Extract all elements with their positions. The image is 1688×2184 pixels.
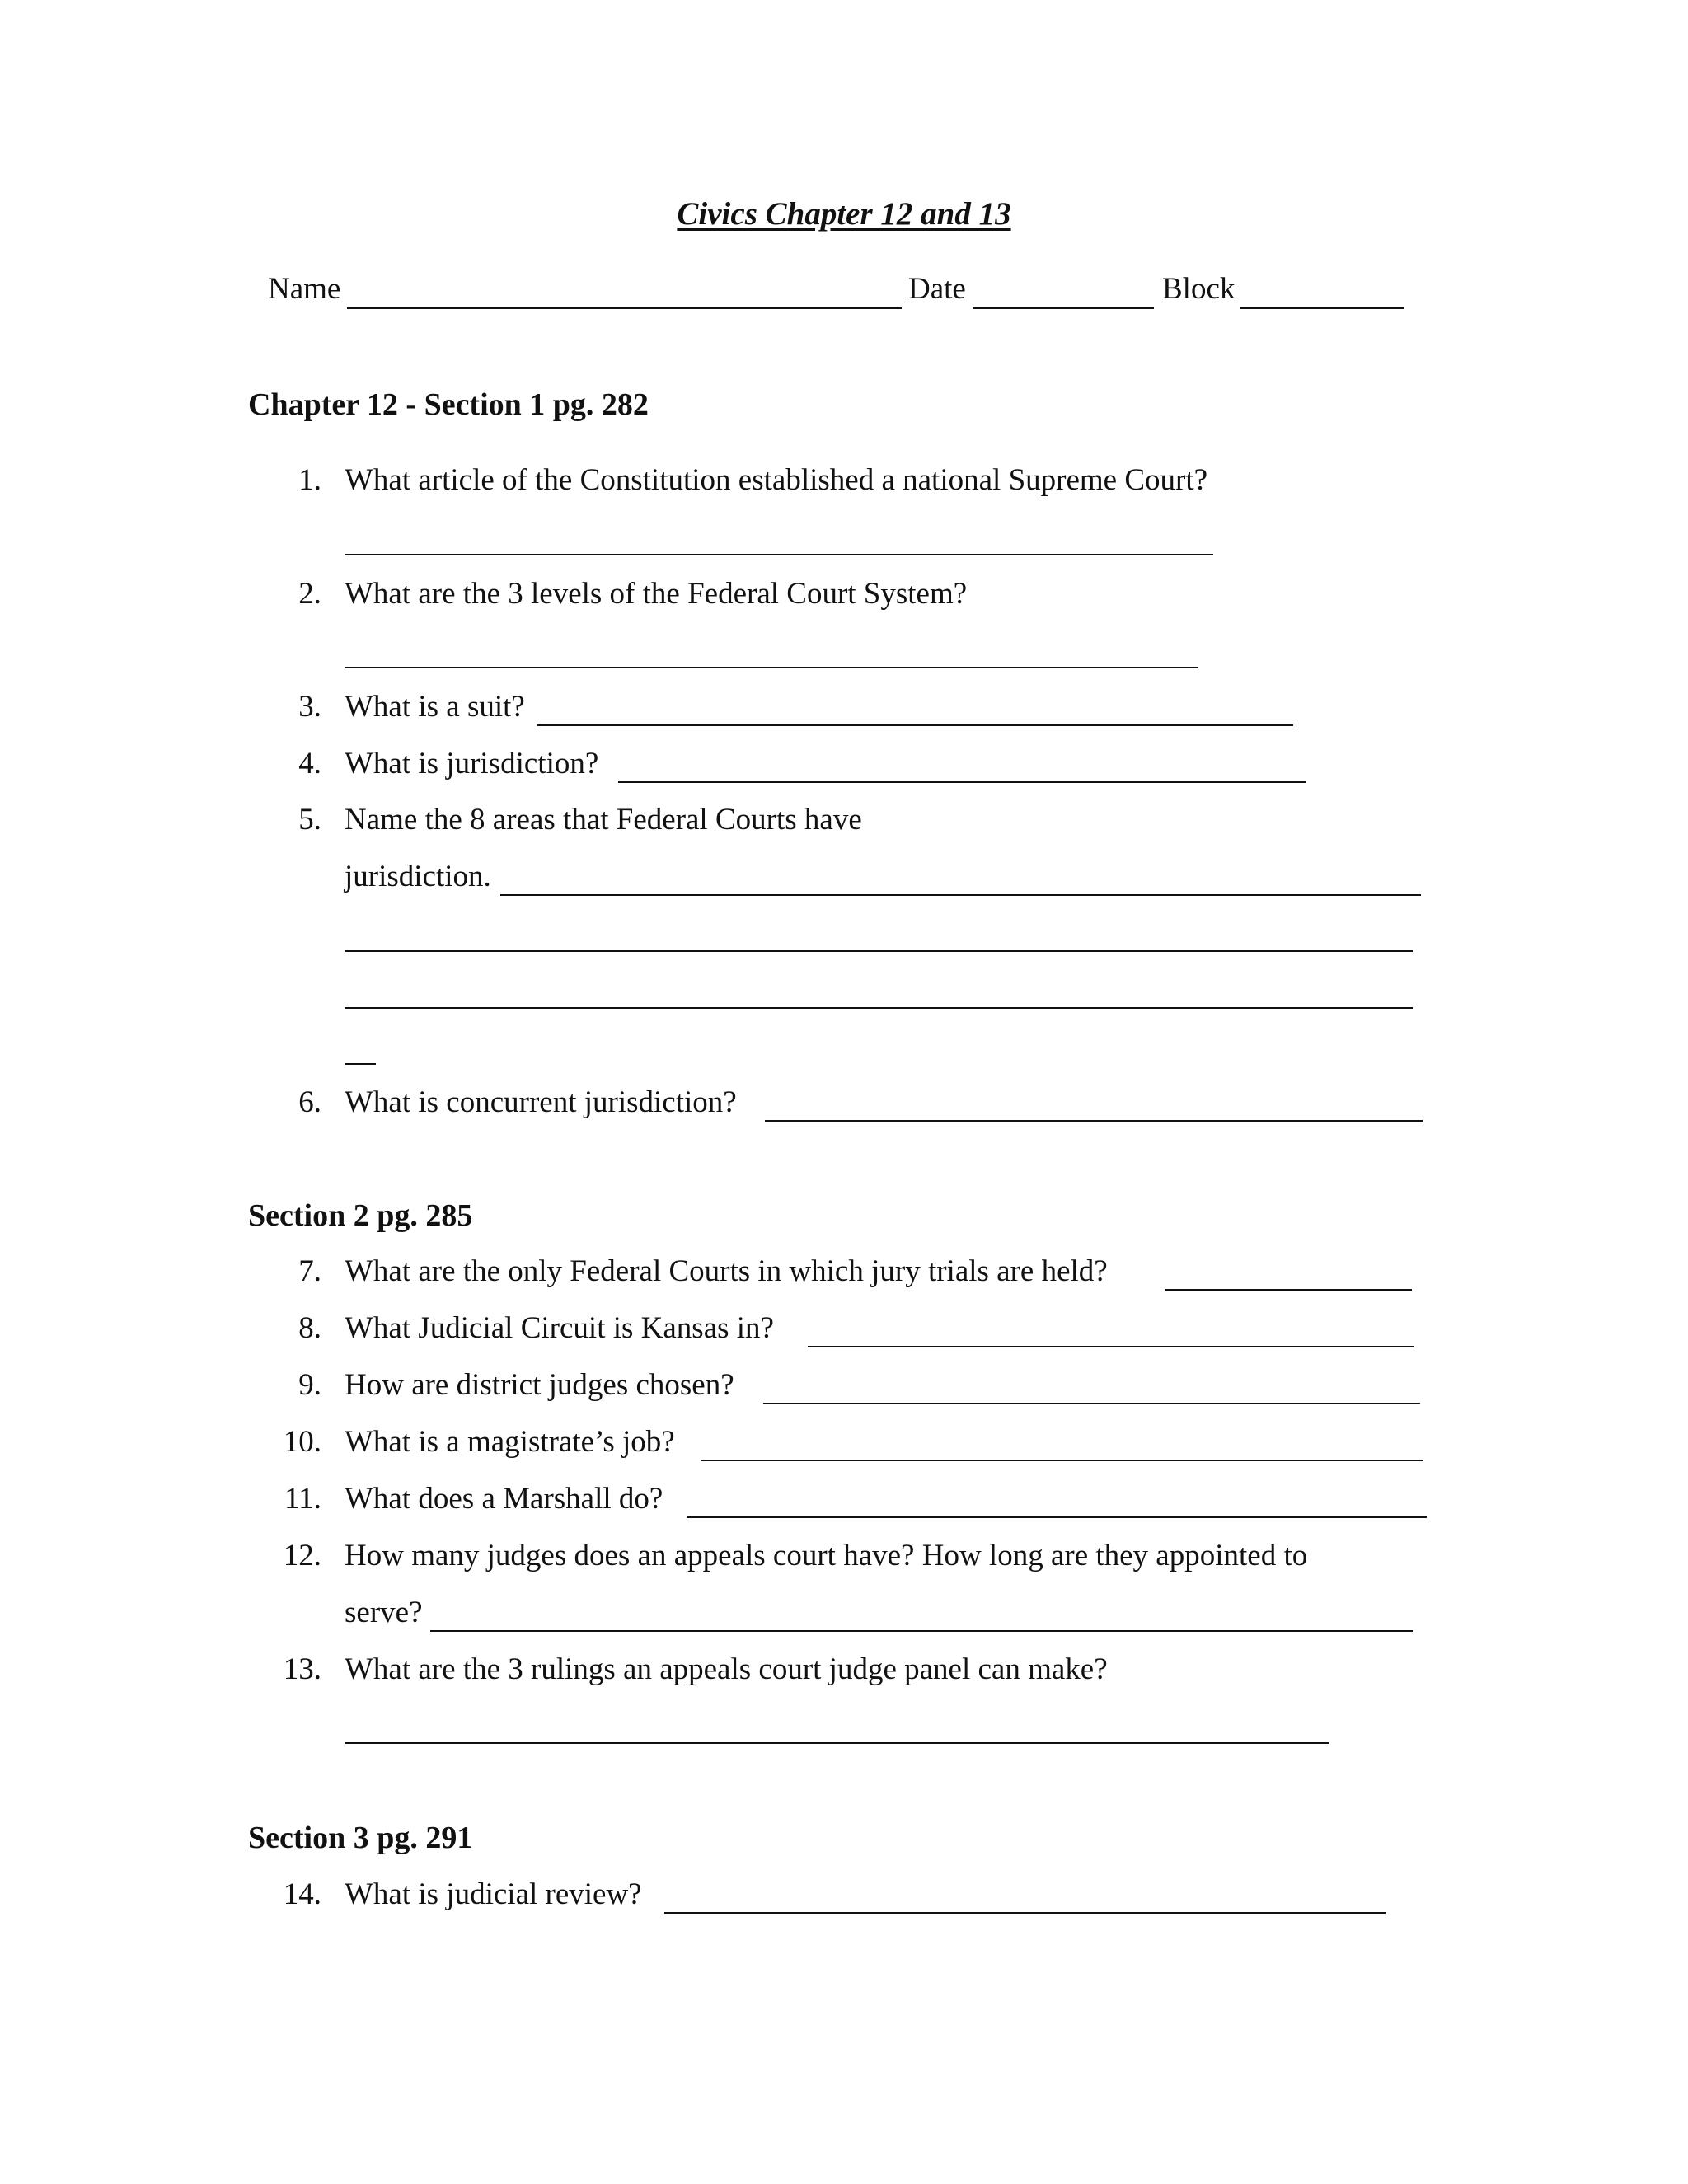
question-text-7: What are the only Federal Courts in which jury trials are held? [345, 1254, 1108, 1288]
section-heading-2: Section 2 pg. 285 [248, 1198, 473, 1233]
answer-line-7[interactable] [1165, 1289, 1412, 1291]
answer-line-14[interactable] [664, 1912, 1386, 1914]
question-text-8: What Judicial Circuit is Kansas in? [345, 1311, 774, 1345]
answer-line-1[interactable] [345, 554, 1213, 555]
question-number-3: 3. [298, 690, 321, 724]
question-text-3: What is a suit? [345, 690, 525, 724]
question-text-5: Name the 8 areas that Federal Courts have [345, 803, 862, 837]
question-number-11: 11. [284, 1482, 321, 1516]
question-number-10: 10. [283, 1425, 321, 1459]
answer-line-5b[interactable] [345, 950, 1413, 952]
name-blank-line[interactable] [347, 307, 902, 309]
question-text-12: How many judges does an appeals court have? How long are they appointed to [345, 1539, 1308, 1572]
question-text-6: What is concurrent jurisdiction? [345, 1085, 737, 1119]
answer-line-6[interactable] [765, 1120, 1423, 1122]
question-text-14: What is judicial review? [345, 1877, 642, 1911]
block-label: Block [1162, 272, 1236, 306]
question-text-11: What does a Marshall do? [345, 1482, 663, 1516]
date-blank-line[interactable] [973, 307, 1154, 309]
question-number-9: 9. [298, 1368, 321, 1402]
question-number-13: 13. [283, 1652, 321, 1686]
block-blank-line[interactable] [1240, 307, 1404, 309]
question-text-5-continuation: jurisdiction. [345, 860, 491, 893]
answer-line-5d[interactable] [345, 1063, 376, 1065]
worksheet-title: Civics Chapter 12 and 13 [677, 196, 1011, 232]
question-number-14: 14. [283, 1877, 321, 1911]
question-text-9: How are district judges chosen? [345, 1368, 734, 1402]
section-heading-1: Chapter 12 - Section 1 pg. 282 [248, 387, 649, 422]
question-number-4: 4. [298, 747, 321, 780]
answer-line-5a[interactable] [500, 894, 1421, 896]
question-text-10: What is a magistrate’s job? [345, 1425, 675, 1459]
question-number-1: 1. [298, 463, 321, 497]
name-label: Name [268, 272, 341, 306]
question-text-13: What are the 3 rulings an appeals court judge panel can make? [345, 1652, 1108, 1686]
answer-line-13[interactable] [345, 1742, 1329, 1744]
question-text-2: What are the 3 levels of the Federal Court System? [345, 577, 968, 611]
question-number-2: 2. [298, 577, 321, 611]
answer-line-10[interactable] [701, 1460, 1423, 1461]
question-text-1: What article of the Constitution established a national Supreme Court? [345, 463, 1208, 497]
answer-line-9[interactable] [763, 1403, 1420, 1404]
question-number-6: 6. [298, 1085, 321, 1119]
answer-line-8[interactable] [808, 1346, 1414, 1347]
question-number-12: 12. [283, 1539, 321, 1572]
question-number-7: 7. [298, 1254, 321, 1288]
answer-line-4[interactable] [618, 781, 1306, 783]
question-text-4: What is jurisdiction? [345, 747, 599, 780]
question-text-12-continuation: serve? [345, 1596, 423, 1629]
answer-line-12[interactable] [430, 1630, 1413, 1632]
question-number-5: 5. [298, 803, 321, 837]
answer-line-11[interactable] [687, 1516, 1427, 1518]
answer-line-3[interactable] [537, 724, 1293, 726]
answer-line-5c[interactable] [345, 1007, 1413, 1009]
section-heading-3: Section 3 pg. 291 [248, 1821, 473, 1855]
question-number-8: 8. [298, 1311, 321, 1345]
answer-line-2[interactable] [345, 667, 1198, 668]
date-label: Date [908, 272, 966, 306]
